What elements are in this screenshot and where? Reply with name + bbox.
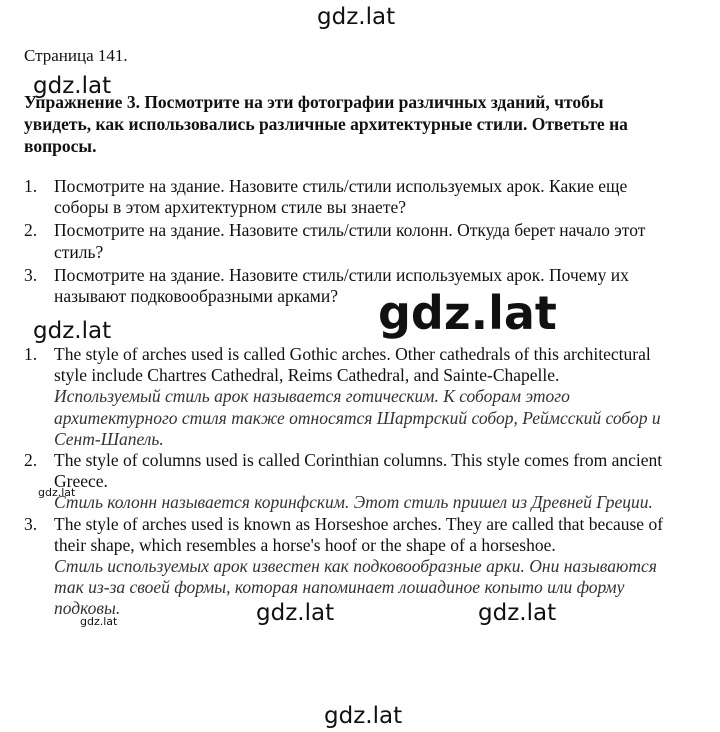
answer-number: 1. <box>24 344 38 364</box>
question-number: 3. <box>24 264 38 285</box>
questions-list <box>24 176 664 307</box>
answers-list <box>24 344 664 620</box>
answer-text-english: The style of arches used is known as Horseshoe arches. They are called that because of their shape, which resembles a horse's hoof or the shape of a horseshoe. <box>54 513 664 555</box>
watermark-left-middle: gdz.lat <box>33 318 112 344</box>
question-text: Посмотрите на здание. Назовите стиль/стили используемых арок. Почему их называют подковообразными арками? <box>54 264 629 307</box>
exercise-title: Упражнение 3. Посмотрите на эти фотографии различных зданий, чтобы увидеть, как использовались различные архитектурные стили. Ответьте на вопросы. <box>24 92 628 156</box>
page-label: Страница 141. <box>24 46 128 65</box>
answer-number: 2. <box>24 450 38 471</box>
question-text: Посмотрите на здание. Назовите стиль/стили используемых арок. Какие еще соборы в этом архитектурном стиле вы знаете? <box>54 176 628 218</box>
watermark-small-a: gdz.lat <box>38 486 76 499</box>
answer-item <box>24 344 664 450</box>
answer-text-english: The style of arches used is called Gothic arches. Other cathedrals of this architectural style include Chartres Cathedral, Reims Cathedral, and Sainte-Chapelle. <box>54 344 651 386</box>
watermark-mid-bottom-1: gdz.lat <box>256 600 335 626</box>
answer-item <box>24 514 664 620</box>
watermark-bottom: gdz.lat <box>324 703 403 729</box>
question-number: 1. <box>24 176 38 196</box>
watermark-mid-bottom-2: gdz.lat <box>478 600 557 626</box>
answer-text-russian: Стиль колонн называется коринфским. Этот стиль пришел из Древней Греции. <box>54 492 653 513</box>
watermark-small-b: gdz.lat <box>80 615 118 628</box>
question-item <box>24 176 664 218</box>
answer-text-english: The style of columns used is called Corinthian columns. This style comes from ancient Greece. <box>54 450 663 492</box>
watermark-top: gdz.lat <box>317 4 396 30</box>
question-number: 2. <box>24 220 38 241</box>
watermark-big-center: gdz.lat <box>378 286 557 340</box>
answer-text-russian: Используемый стиль арок называется готическим. К соборам этого архитектурного стиля также относятся Шартрский собор, Реймсский собор и Сент-Шапель. <box>54 386 661 449</box>
question-item <box>24 220 664 262</box>
answer-number: 3. <box>24 513 38 534</box>
watermark-left-upper: gdz.lat <box>33 73 112 99</box>
question-text: Посмотрите на здание. Назовите стиль/стили колонн. Откуда берет начало этот стиль? <box>54 220 646 262</box>
answer-text-russian: Стиль используемых арок известен как подковообразные арки. Они называются так из-за своей формы, которая напоминает лошадиное копыто или форму подковы. <box>54 556 657 619</box>
answer-item <box>24 450 664 514</box>
question-item <box>24 265 664 307</box>
